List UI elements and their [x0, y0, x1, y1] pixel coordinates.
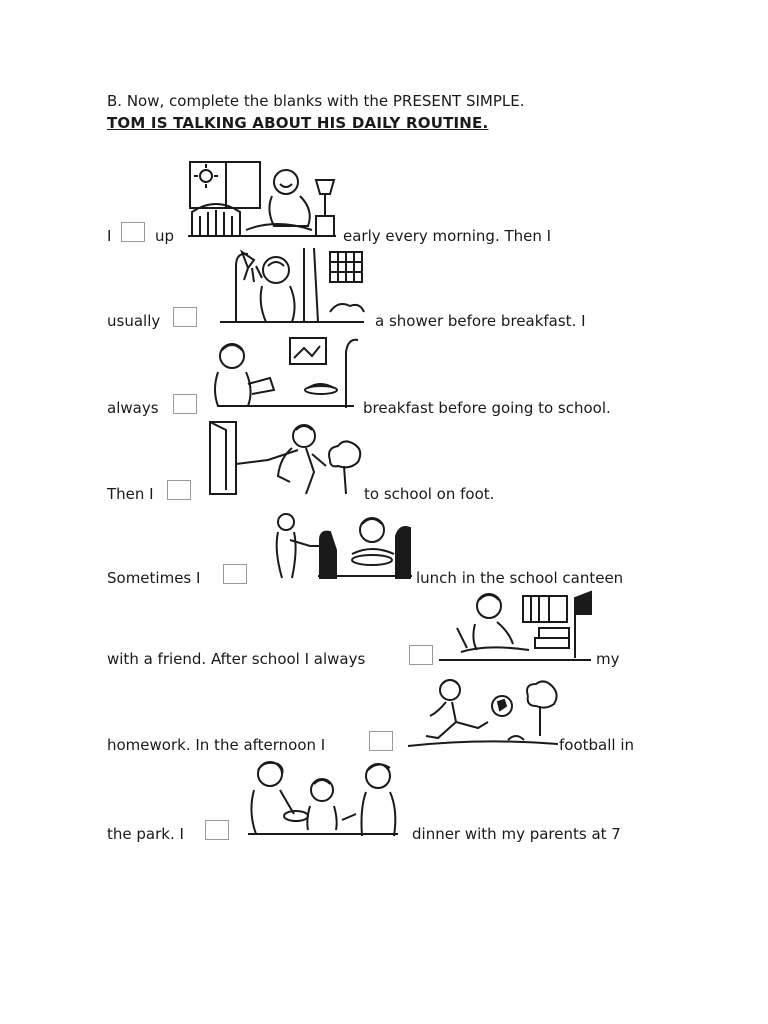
- line-8-before: the park. I: [107, 825, 184, 843]
- line-7-after: football in: [559, 736, 635, 754]
- answer-blank-2[interactable]: [173, 307, 197, 327]
- instruction-text: B. Now, complete the blanks with the PRESENT SIMPLE.: [107, 92, 525, 110]
- answer-blank-8[interactable]: [205, 820, 229, 840]
- line-5-after: lunch in the school canteen: [416, 569, 624, 587]
- answer-blank-3[interactable]: [173, 394, 197, 414]
- wake-up-illustration: [186, 160, 341, 238]
- line-3-after: breakfast before going to school.: [363, 399, 611, 417]
- breakfast-illustration: [208, 334, 360, 410]
- shower-illustration: [218, 246, 366, 324]
- line-4-after: to school on foot.: [364, 485, 495, 503]
- line-1-after: early every morning. Then I: [343, 227, 552, 245]
- line-1-mid: up: [155, 227, 175, 245]
- walk-to-school-illustration: [206, 420, 364, 496]
- line-8-after: dinner with my parents at 7: [412, 825, 621, 843]
- answer-blank-7[interactable]: [369, 731, 393, 751]
- line-4-before: Then I: [107, 485, 154, 503]
- line-6-before: with a friend. After school I always: [107, 650, 366, 668]
- line-1-before: I: [107, 227, 112, 245]
- answer-blank-4[interactable]: [167, 480, 191, 500]
- exercise-title: TOM IS TALKING ABOUT HIS DAILY ROUTINE.: [107, 114, 489, 132]
- line-3-before: always: [107, 399, 159, 417]
- line-6-after: my: [596, 650, 620, 668]
- line-2-after: a shower before breakfast. I: [375, 312, 586, 330]
- answer-blank-5[interactable]: [223, 564, 247, 584]
- answer-blank-6[interactable]: [409, 645, 433, 665]
- homework-illustration: [437, 588, 595, 662]
- canteen-lunch-illustration: [264, 510, 414, 580]
- football-illustration: [404, 676, 560, 750]
- answer-blank-1[interactable]: [121, 222, 145, 242]
- line-7-before: homework. In the afternoon I: [107, 736, 326, 754]
- family-dinner-illustration: [244, 760, 402, 840]
- line-2-before: usually: [107, 312, 161, 330]
- line-5-before: Sometimes I: [107, 569, 201, 587]
